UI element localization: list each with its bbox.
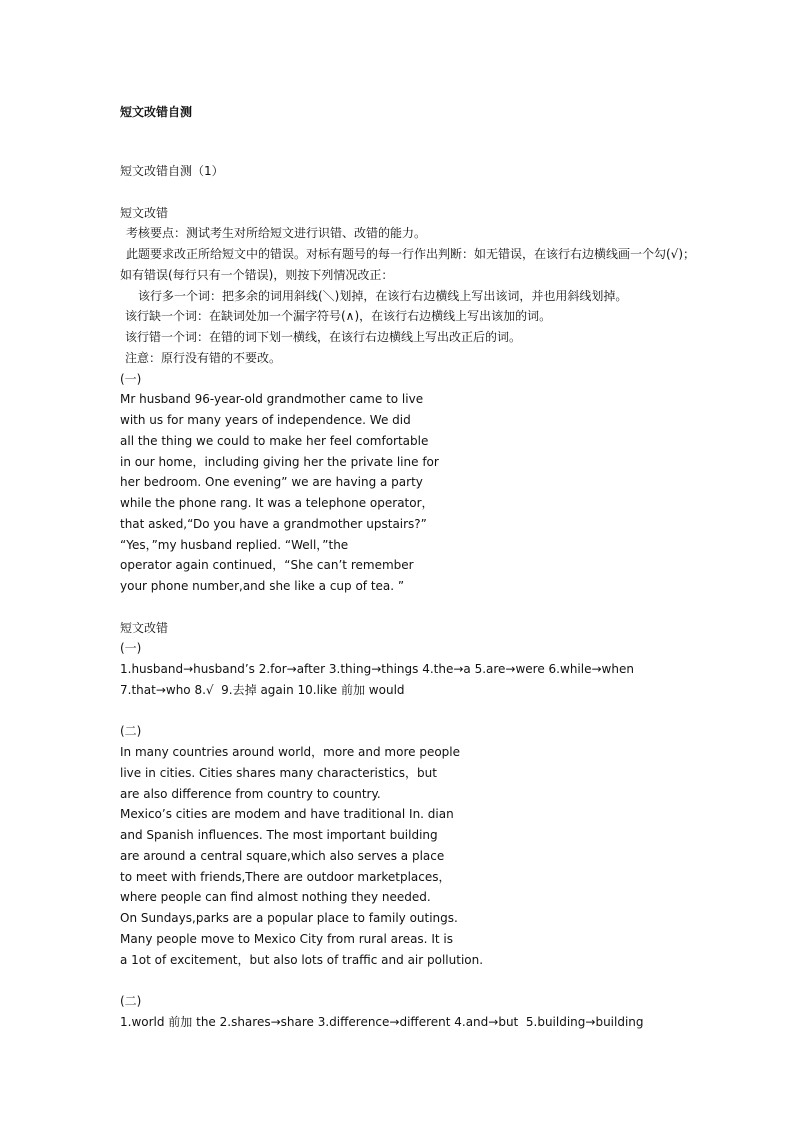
passage-line: with us for many years of independence. We did <box>120 413 411 427</box>
spacer <box>120 182 690 203</box>
intro-heading: 短文改错 <box>120 205 169 220</box>
answer-line: 1.world 前加 the 2.shares→share 3.difference→different 4.and→but 5.building→building <box>120 1014 644 1029</box>
rule-line: 考核要点：测试考生对所给短文进行识错、改错的能力。 <box>126 226 427 241</box>
rule-line: 注意：原行没有错的不要改。 <box>125 350 282 365</box>
passage-line: operator again continued，“She can’t remember <box>120 558 414 573</box>
rule-line: 该行错一个词：在错的词下划一横线，在该行右边横线上写出改正后的词。 <box>125 330 522 344</box>
answers-label: (一) <box>120 641 142 656</box>
passage-line: and Spanish influences. The most important building <box>120 828 438 842</box>
passage-line: your phone number,and she like a cup of tea. ” <box>120 579 405 593</box>
rule-line: 此题要求改正所给短文中的错误。对标有题号的每一行作出判断：如无错误，在该行右边横线画一个勾(√)； <box>126 247 696 261</box>
passage-line: On Sundays,parks are a popular place to family outings. <box>120 911 458 925</box>
passage-line: all the thing we could to make her feel comfortable <box>120 433 429 448</box>
passage-line: while the phone rang. It was a telephone operator， <box>120 496 434 510</box>
passage-line: in our home，including giving her the private line for <box>120 454 439 469</box>
passage-line: Mexico’s cities are modem and have traditional In. dian <box>120 807 454 822</box>
answer-line: 1.husband→husband’s 2.for→after 3.thing→things 4.the→a 5.are→were 6.while→when <box>120 662 634 676</box>
rule-line: 如有错误(每行只有一个错误)，则按下列情况改正： <box>120 267 394 282</box>
rule-line: 该行多一个词：把多余的词用斜线(＼)划掉，在该行右边横线上写出该词，并也用斜线划掉。 <box>138 288 628 303</box>
rule-line: 该行缺一个词：在缺词处加一个漏字符号(∧)，在该行右边横线上写出该加的词。 <box>125 309 552 324</box>
passage-line: are also difference from country to country. <box>120 786 381 801</box>
passage-line: Mr husband 96-year-old grandmother came to live <box>120 392 424 407</box>
passage-label: (二) <box>120 724 142 739</box>
passage-line: to meet with friends,There are outdoor marketplaces， <box>120 869 451 884</box>
passage-line: live in cities. Cities shares many characteristics，but <box>120 765 437 780</box>
passage-line: that asked,“Do you have a grandmother upstairs?” <box>120 516 427 531</box>
spacer <box>120 597 690 618</box>
section-heading: 短文改错自测（1） <box>120 164 224 178</box>
document-body <box>120 161 696 1033</box>
passage-line: Many people move to Mexico City from rural areas. It is <box>120 931 453 946</box>
answers-label: (二) <box>120 994 142 1008</box>
passage-line: In many countries around world，more and more people <box>120 745 461 759</box>
spacer <box>120 701 690 722</box>
spacer <box>120 970 690 991</box>
passage-line: a 1ot of excitement，but also lots of traffic and air pollution. <box>120 952 484 967</box>
passage-label: (一) <box>120 371 142 386</box>
passage-line: her bedroom. One evening” we are having a party <box>120 475 423 490</box>
passage-line: “Yes，”my husband replied. “Well，”the <box>120 537 349 552</box>
document-title: 短文改错自测 <box>120 105 193 119</box>
passage-line: where people can find almost nothing they needed. <box>120 890 431 905</box>
answer-line: 7.that→who 8.√ 9.去掉 again 10.like 前加 would <box>120 682 405 697</box>
passage-line: are around a central square,which also serves a place <box>120 848 445 863</box>
answers-heading: 短文改错 <box>120 620 169 635</box>
